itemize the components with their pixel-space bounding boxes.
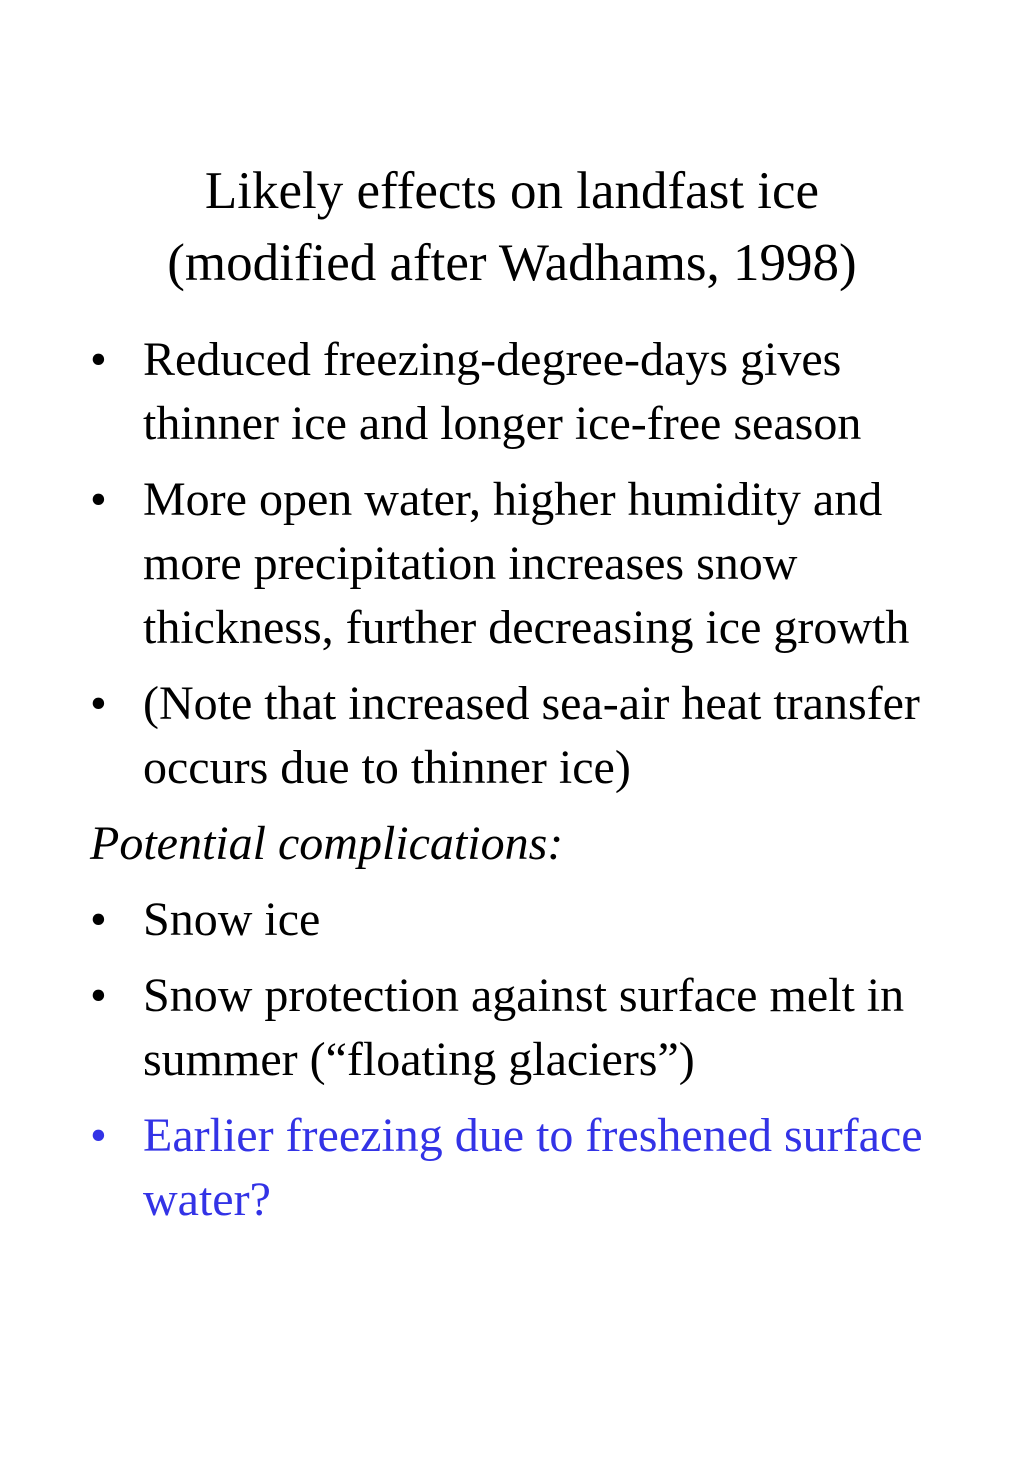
complication-text: Snow ice xyxy=(143,893,321,946)
list-item xyxy=(90,468,970,660)
complication-text: Snow protection against surface melt in summer (“floating glaciers”) xyxy=(143,969,905,1086)
complications-heading: Potential complications: xyxy=(90,817,564,870)
bullet: • xyxy=(90,473,107,526)
bullet: • xyxy=(90,677,107,730)
list-item xyxy=(90,888,970,952)
bullet: • xyxy=(90,893,107,946)
title-line-1: Likely effects on landfast ice xyxy=(204,162,820,220)
slide-body xyxy=(90,328,970,1244)
slide-title xyxy=(0,155,1024,299)
bullet: • xyxy=(90,969,107,1022)
title-line-2: (modified after Wadhams, 1998) xyxy=(167,234,857,292)
effect-text: Reduced freezing-degree-days gives thinner ice and longer ice-free season xyxy=(143,333,862,450)
list-item xyxy=(90,328,970,456)
effect-text: More open water, higher humidity and more precipitation increases snow thickness, further decreasing ice growth xyxy=(143,473,910,654)
list-item-highlighted xyxy=(90,1104,970,1232)
effect-text: (Note that increased sea-air heat transfer occurs due to thinner ice) xyxy=(143,677,920,794)
complication-text: Earlier freezing due to freshened surface water? xyxy=(143,1109,923,1226)
bullet: • xyxy=(90,1109,107,1162)
list-item xyxy=(90,964,970,1092)
list-item xyxy=(90,672,970,800)
bullet: • xyxy=(90,333,107,386)
